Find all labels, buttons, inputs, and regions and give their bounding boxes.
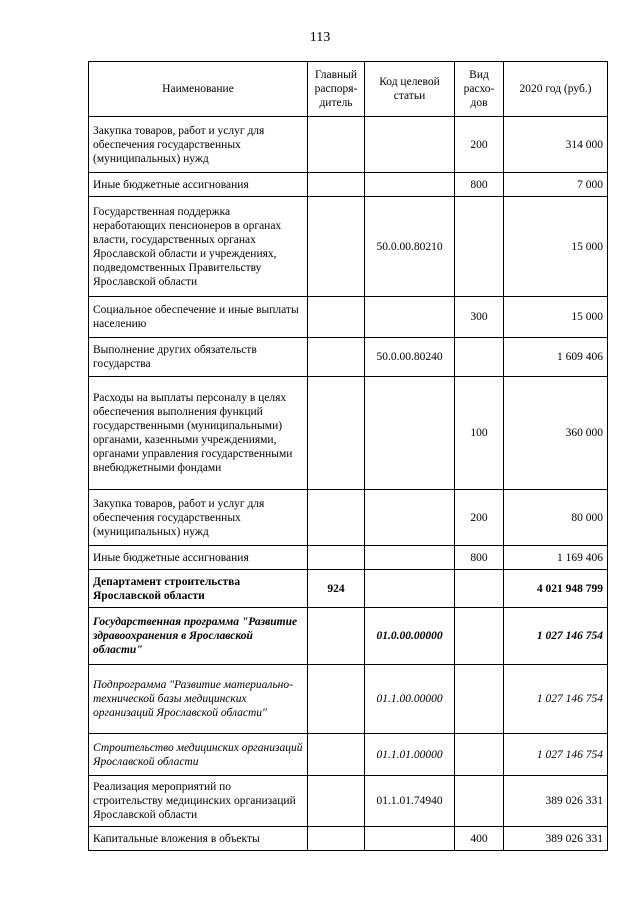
- cell-amount: 1 609 406: [504, 338, 608, 377]
- cell-amount: 1 027 146 754: [504, 665, 608, 734]
- cell-amount: 80 000: [504, 490, 608, 546]
- cell-code: [365, 546, 455, 570]
- cell-amount: 1 027 146 754: [504, 734, 608, 776]
- cell-name: Реализация мероприятий по строительству медицинских организаций Ярославской области: [89, 776, 308, 827]
- cell-name: Социальное обеспечение и иные выплаты населению: [89, 297, 308, 338]
- cell-type: [455, 338, 504, 377]
- table-row: [89, 734, 608, 776]
- table-row: [89, 173, 608, 197]
- cell-name: Закупка товаров, работ и услуг для обеспечения государственных (муниципальных) нужд: [89, 117, 308, 173]
- cell-code: 01.0.00.00000: [365, 608, 455, 665]
- table-header-row: [89, 62, 608, 117]
- cell-type: 200: [455, 490, 504, 546]
- budget-table: [88, 61, 608, 851]
- header-type: Вид расхо-дов: [455, 62, 504, 117]
- cell-code: [365, 173, 455, 197]
- table-row: [89, 776, 608, 827]
- cell-type: 100: [455, 377, 504, 490]
- cell-admin: [308, 490, 365, 546]
- cell-amount: 389 026 331: [504, 776, 608, 827]
- cell-admin: 924: [308, 570, 365, 608]
- cell-amount: 15 000: [504, 197, 608, 297]
- cell-code: 50.0.00.80240: [365, 338, 455, 377]
- cell-code: [365, 490, 455, 546]
- cell-name: Государственная программа "Развитие здравоохранения в Ярославской области": [89, 608, 308, 665]
- table-row: [89, 338, 608, 377]
- table-row: [89, 570, 608, 608]
- cell-admin: [308, 197, 365, 297]
- cell-type: [455, 734, 504, 776]
- cell-name: Иные бюджетные ассигнования: [89, 546, 308, 570]
- cell-code: [365, 117, 455, 173]
- cell-code: 01.1.00.00000: [365, 665, 455, 734]
- header-name: Наименование: [89, 62, 308, 117]
- cell-admin: [308, 734, 365, 776]
- cell-name: Департамент строительства Ярославской области: [89, 570, 308, 608]
- cell-amount: 314 000: [504, 117, 608, 173]
- cell-admin: [308, 665, 365, 734]
- header-code: Код целевой статьи: [365, 62, 455, 117]
- cell-type: [455, 776, 504, 827]
- cell-code: [365, 297, 455, 338]
- cell-amount: 15 000: [504, 297, 608, 338]
- cell-type: 300: [455, 297, 504, 338]
- cell-type: 800: [455, 546, 504, 570]
- cell-code: 01.1.01.00000: [365, 734, 455, 776]
- cell-admin: [308, 546, 365, 570]
- cell-name: Иные бюджетные ассигнования: [89, 173, 308, 197]
- table-row: [89, 546, 608, 570]
- table-body: [89, 117, 608, 851]
- cell-name: Подпрограмма "Развитие материально-технической базы медицинских организаций Ярославской области": [89, 665, 308, 734]
- cell-amount: 389 026 331: [504, 827, 608, 851]
- cell-type: 800: [455, 173, 504, 197]
- cell-name: Капитальные вложения в объекты: [89, 827, 308, 851]
- cell-code: [365, 377, 455, 490]
- header-amount: 2020 год (руб.): [504, 62, 608, 117]
- cell-amount: 4 021 948 799: [504, 570, 608, 608]
- table-row: [89, 608, 608, 665]
- table-row: [89, 490, 608, 546]
- cell-code: [365, 570, 455, 608]
- cell-type: [455, 570, 504, 608]
- cell-amount: 1 169 406: [504, 546, 608, 570]
- table-row: [89, 377, 608, 490]
- cell-name: Закупка товаров, работ и услуг для обеспечения государственных (муниципальных) нужд: [89, 490, 308, 546]
- cell-amount: 360 000: [504, 377, 608, 490]
- cell-type: [455, 665, 504, 734]
- cell-code: [365, 827, 455, 851]
- cell-amount: 1 027 146 754: [504, 608, 608, 665]
- cell-admin: [308, 338, 365, 377]
- cell-name: Расходы на выплаты персоналу в целях обеспечения выполнения функций государственными (муниципальными) органами, казенными учреждениями, органами управления государственными внебюджетными фондами: [89, 377, 308, 490]
- cell-admin: [308, 297, 365, 338]
- table-row: [89, 117, 608, 173]
- table-row: [89, 665, 608, 734]
- page-number: 113: [309, 30, 331, 45]
- cell-admin: [308, 117, 365, 173]
- cell-admin: [308, 377, 365, 490]
- cell-code: 50.0.00.80210: [365, 197, 455, 297]
- cell-type: [455, 197, 504, 297]
- table-row: [89, 197, 608, 297]
- table-row: [89, 297, 608, 338]
- cell-admin: [308, 827, 365, 851]
- cell-admin: [308, 608, 365, 665]
- cell-admin: [308, 173, 365, 197]
- cell-amount: 7 000: [504, 173, 608, 197]
- cell-admin: [308, 776, 365, 827]
- cell-name: Строительство медицинских организаций Ярославской области: [89, 734, 308, 776]
- header-admin: Главный распоря-дитель: [308, 62, 365, 117]
- table-row: [89, 827, 608, 851]
- cell-type: [455, 608, 504, 665]
- cell-name: Государственная поддержка неработающих пенсионеров в органах власти, государственных органах Ярославской области и учреждениях, подведомственных Правительству Ярославской области: [89, 197, 308, 297]
- cell-type: 400: [455, 827, 504, 851]
- cell-type: 200: [455, 117, 504, 173]
- cell-name: Выполнение других обязательств государства: [89, 338, 308, 377]
- cell-code: 01.1.01.74940: [365, 776, 455, 827]
